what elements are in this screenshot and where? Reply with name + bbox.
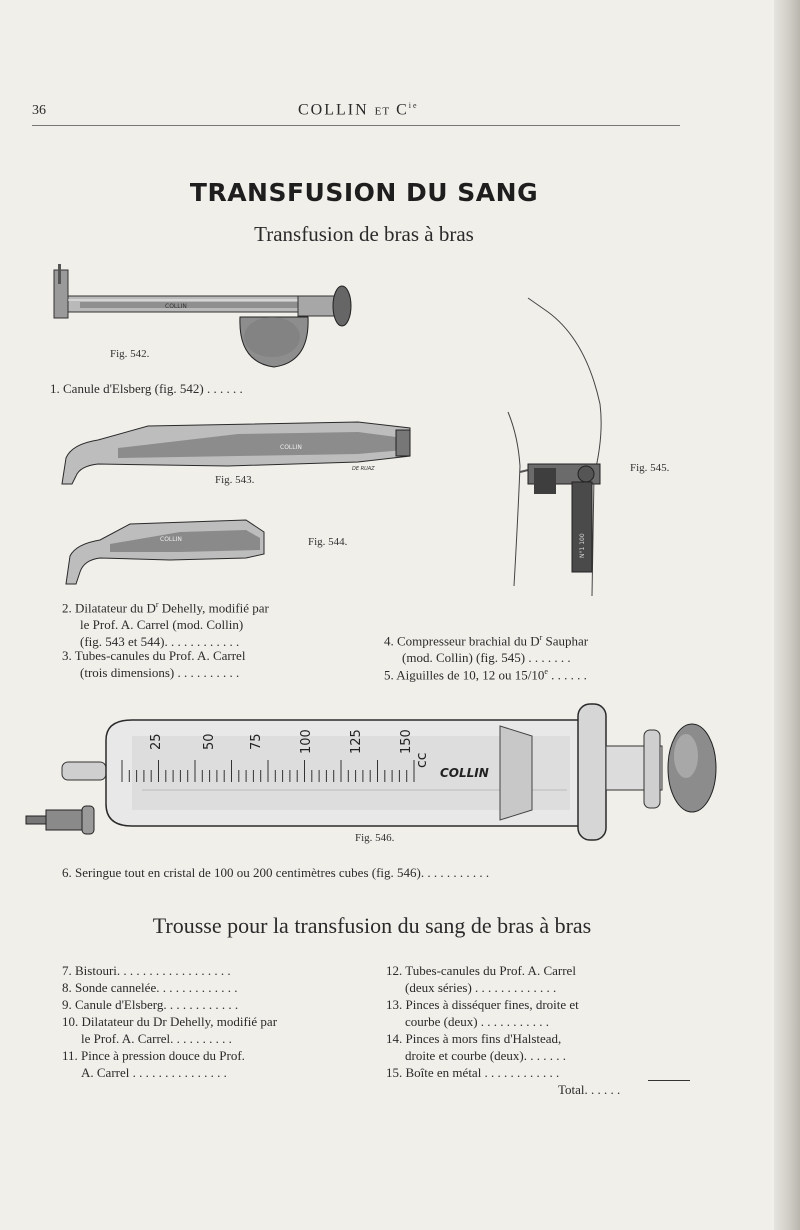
item-5-tail: . . . . . . (547, 667, 587, 683)
page-subtitle: Transfusion de bras à bras (254, 222, 474, 246)
scale-label-3: 100 (299, 729, 314, 754)
running-title-name: COLLIN (298, 101, 369, 119)
page-title: TRANSFUSION DU SANG (189, 178, 539, 207)
kit-line: 15. Boîte en métal . . . . . . . . . . . . (386, 1065, 560, 1080)
kit-line: 9. Canule d'Elsberg. . . . . . . . . . . . (62, 997, 239, 1012)
item-2 (62, 596, 269, 650)
item-1: 1. Canule d'Elsberg (fig. 542) . . . . . . (50, 381, 243, 396)
kit-left-column (62, 962, 277, 1081)
item-4-line1a: 4. Compresseur brachial du D (384, 633, 540, 649)
item-2-sup: r (155, 600, 159, 609)
kit-line: 10. Dilatateur du Dr Dehelly, modifié par (62, 1014, 278, 1029)
syringe-brand: COLLIN (440, 766, 489, 780)
strap-mark: N°1 100 (579, 533, 586, 558)
item-5-text: 5. Aiguilles de 10, 12 ou 15/10 (384, 667, 545, 683)
item-4 (384, 629, 588, 666)
collin-mark-543: COLLIN (280, 444, 302, 451)
header-rule (32, 125, 680, 126)
elsberg-cannula-illustration (50, 262, 360, 374)
total-rule (648, 1080, 690, 1081)
fig-542-caption: Fig. 542. (110, 348, 150, 360)
item-6: 6. Seringue tout en cristal de 100 ou 200 centimètres cubes (fig. 546). . . . . . . . . . . (62, 865, 490, 880)
kit-title: Trousse pour la transfusion du sang de bras à bras (152, 913, 592, 938)
kit-total: Total. . . . . . (558, 1082, 621, 1097)
item-2-line2: le Prof. A. Carrel (mod. Collin) (80, 617, 244, 633)
item-4-line2: (mod. Collin) (fig. 545) . . . . . . . (402, 650, 571, 666)
kit-right-column (386, 962, 620, 1098)
syringe-unit: cc (414, 752, 430, 768)
kit-line: courbe (deux) . . . . . . . . . . . (405, 1014, 550, 1029)
item-4-line1b: Sauphar (542, 633, 589, 649)
kit-line: 12. Tubes-canules du Prof. A. Carrel (386, 963, 576, 978)
kit-line: droite et courbe (deux). . . . . . . (405, 1048, 567, 1063)
scale-label-1: 50 (202, 733, 217, 750)
scale-label-2: 75 (249, 733, 264, 750)
collin-mark-544: COLLIN (160, 536, 182, 543)
fig-544-caption: Fig. 544. (308, 536, 348, 548)
scale-label-5: 150 (399, 729, 414, 754)
kit-line: (deux séries) . . . . . . . . . . . . . (405, 980, 557, 995)
item-3 (62, 647, 245, 681)
kit-line: 7. Bistouri. . . . . . . . . . . . . . . . . . (62, 963, 231, 978)
fig-546-caption: Fig. 546. (355, 832, 395, 844)
kit-line: 13. Pinces à disséquer fines, droite et (386, 997, 579, 1012)
kit-line: A. Carrel . . . . . . . . . . . . . . . (81, 1065, 227, 1080)
item-2-line3: (fig. 543 et 544). . . . . . . . . . . . (80, 634, 240, 650)
fig-543-caption: Fig. 543. (215, 474, 255, 486)
collin-mark-542: COLLIN (165, 303, 187, 310)
item-3-line1: 3. Tubes-canules du Prof. A. Carrel (62, 648, 246, 663)
item-3-line2: (trois dimensions) . . . . . . . . . . (80, 665, 240, 680)
scale-label-0: 25 (149, 733, 164, 750)
maker-mark: DE RUAZ (352, 466, 375, 472)
brachial-compressor-illustration (500, 296, 610, 598)
running-title-co-sup: ie (408, 101, 419, 110)
binding-gutter (774, 0, 800, 1230)
dilator-544-illustration (60, 514, 270, 586)
kit-line: le Prof. A. Carrel. . . . . . . . . . (81, 1031, 232, 1046)
item-2-line1b: Dehelly, modifié par (158, 600, 269, 616)
page-number: 36 (32, 103, 46, 118)
item-5 (384, 663, 587, 683)
kit-line: 11. Pince à pression douce du Prof. (62, 1048, 245, 1063)
item-5-sup: e (544, 667, 548, 676)
item-4-sup: r (539, 633, 543, 642)
running-title-et: ET (374, 105, 391, 118)
scale-label-4: 125 (349, 729, 364, 754)
running-title-co: C (396, 101, 409, 119)
item-2-line1a: 2. Dilatateur du D (62, 600, 156, 616)
kit-line: 14. Pinces à mors fins d'Halstead, (386, 1031, 562, 1046)
kit-line: 8. Sonde cannelée. . . . . . . . . . . . . (62, 980, 238, 995)
fig-545-caption: Fig. 545. (630, 462, 670, 474)
syringe-illustration (22, 700, 722, 842)
running-title (298, 101, 419, 119)
